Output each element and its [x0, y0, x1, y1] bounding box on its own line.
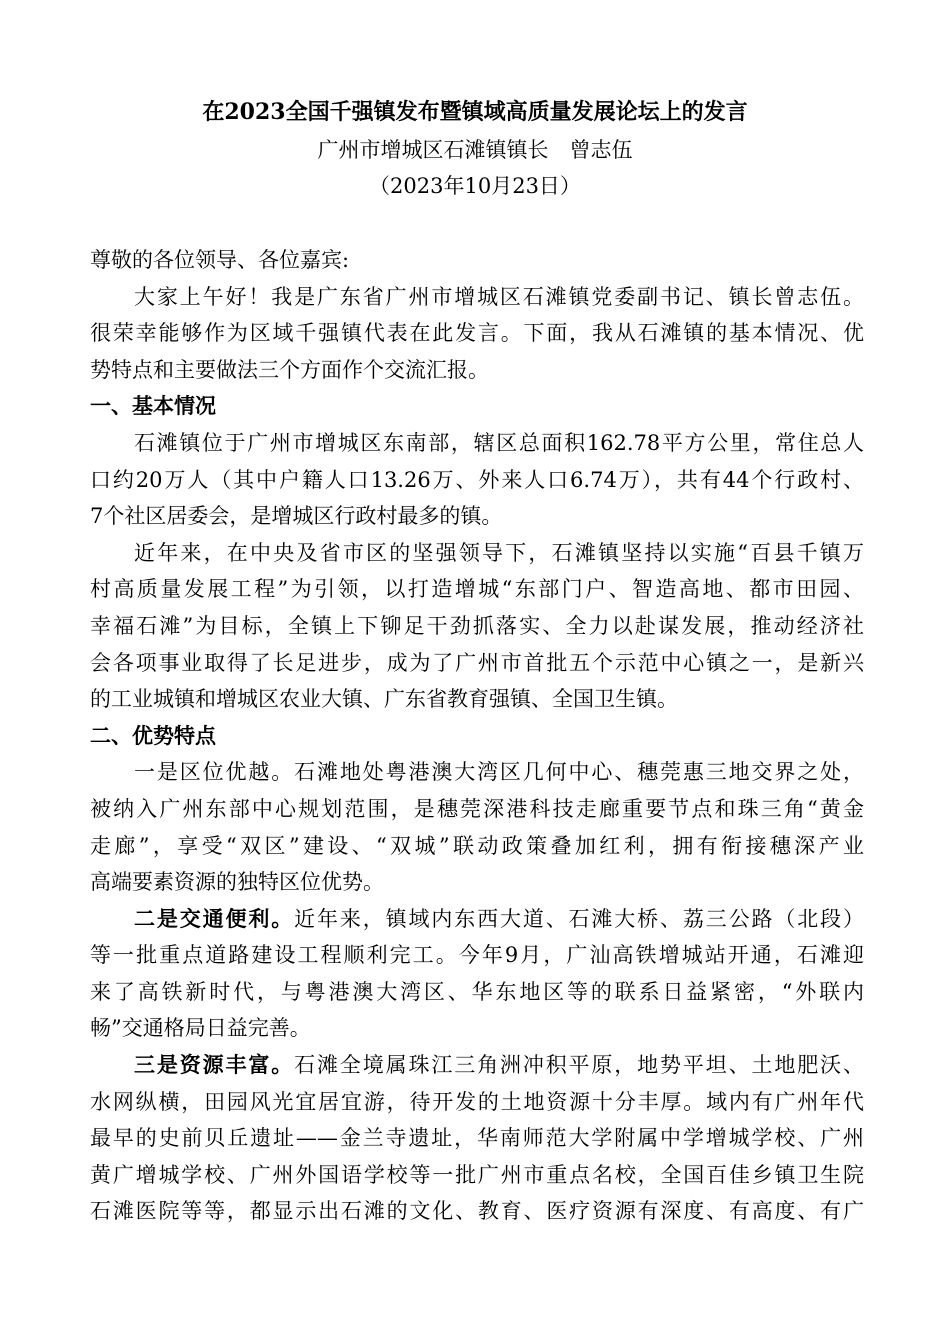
line-text: 石滩医院等等，都显示出石滩的文化、教育、医疗资源有深度、有高度、有广 [90, 1199, 864, 1224]
text-line [90, 647, 864, 684]
bold-lead: 三是资源丰富。 [134, 1052, 295, 1078]
line-text: 会各项事业取得了长足进步，成为了广州市首批五个示范中心镇之一，是新兴 [90, 650, 864, 675]
text-line [90, 1195, 864, 1232]
bold-lead: 二是交通便利。 [134, 905, 295, 931]
text-line [90, 500, 864, 537]
line-text: 7个社区居委会，是增城区行政村最多的镇。 [90, 504, 503, 529]
line-text: 的工业城镇和增城区农业大镇、广东省教育强镇、全国卫生镇。 [90, 687, 678, 712]
line-text: 来了高铁新时代，与粤港澳大湾区、华东地区等的联系日益紧密，“外联内 [90, 979, 864, 1004]
author-line: 广州市增城区石滩镇镇长 曾志伍 [317, 138, 633, 162]
text-line [90, 793, 864, 830]
line-text: 水网纵横，田园风光宜居宜游，待开发的土地资源十分丰厚。域内有广州年代 [90, 1089, 864, 1114]
line-text: 一是区位优越。石滩地处粤港澳大湾区几何中心、穗莞惠三地交界之处， [134, 760, 864, 785]
line-text: 黄广增城学校、广州外国语学校等一批广州市重点名校，全国百佳乡镇卫生院 [90, 1162, 864, 1187]
text-line [90, 830, 864, 867]
line-text: 口约20万人（其中户籍人口13.26万、外来人口6.74万），共有44个行政村、 [90, 467, 864, 492]
line-text: 二、优势特点 [90, 723, 216, 748]
text-line [90, 464, 864, 501]
line-text: 被纳入广州东部中心规划范围，是穗莞深港科技走廊重要节点和珠三角“黄金 [90, 796, 864, 821]
text-line [90, 354, 864, 391]
date-line: （2023年10月23日） [369, 174, 581, 198]
text-line [90, 610, 864, 647]
line-text: 高端要素资源的独特区位优势。 [90, 870, 384, 895]
text-line [90, 1086, 864, 1123]
line-text: 尊敬的各位领导、各位嘉宾: [90, 248, 350, 272]
text-line [90, 244, 864, 281]
line-text: 畅”交通格局日益完善。 [90, 1016, 311, 1041]
text-line [90, 1049, 864, 1086]
line-text: 势特点和主要做法三个方面作个交流汇报。 [90, 357, 489, 382]
text-line [90, 1012, 864, 1049]
line-text: 石滩全境属珠江三角洲冲积平原，地势平坦、土地肥沃、 [294, 1053, 865, 1078]
line-text: 近年来，镇域内东西大道、石滩大桥、荔三公路（北段） [294, 906, 865, 931]
text-line [90, 903, 864, 940]
section-heading [90, 390, 864, 427]
line-text: 幸福石滩”为目标，全镇上下铆足干劲抓落实、全力以赴谋发展，推动经济社 [90, 613, 864, 638]
text-line [90, 866, 864, 903]
text-line [90, 1159, 864, 1196]
text-line [90, 281, 864, 318]
text-line [90, 976, 864, 1013]
line-text: 大家上午好！我是广东省广州市增城区石滩镇党委副书记、镇长曾志伍。 [134, 284, 864, 309]
line-text: 走廊”，享受“双区”建设、“双城”联动政策叠加红利，拥有衔接穗深产业 [90, 833, 864, 858]
text-line [90, 683, 864, 720]
text-line [90, 573, 864, 610]
line-text: 最早的史前贝丘遗址——金兰寺遗址，华南师范大学附属中学增城学校、广州 [90, 1126, 864, 1151]
section-heading [90, 720, 864, 757]
line-text: 等一批重点道路建设工程顺利完工。今年9月，广汕高铁增城站开通，石滩迎 [90, 943, 864, 968]
text-line [90, 317, 864, 354]
line-text: 村高质量发展工程”为引领，以打造增城“东部门户、智造高地、都市田园、 [90, 577, 864, 602]
document-title: 在2023全国千强镇发布暨镇域高质量发展论坛上的发言 [202, 99, 748, 125]
text-line [90, 1122, 864, 1159]
line-text: 一、基本情况 [90, 394, 216, 419]
line-text: 很荣幸能够作为区域千强镇代表在此发言。下面，我从石滩镇的基本情况、优 [90, 321, 864, 346]
text-line [90, 756, 864, 793]
line-text: 石滩镇位于广州市增城区东南部，辖区总面积162.78平方公里，常住总人 [134, 430, 864, 455]
document-body [90, 244, 864, 1232]
text-line [90, 537, 864, 574]
text-line [90, 427, 864, 464]
line-text: 近年来，在中央及省市区的坚强领导下，石滩镇坚持以实施“百县千镇万 [134, 540, 864, 565]
text-line [90, 939, 864, 976]
